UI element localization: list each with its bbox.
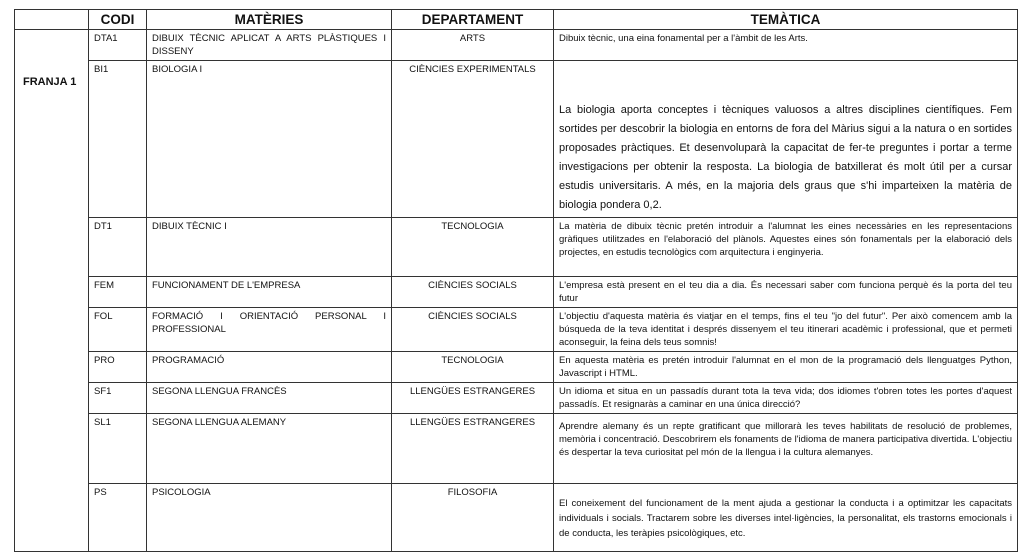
cell-tematica: En aquesta matèria es pretén introduir l'alumnat en el mon de la programació dels llenguatges Python, Javascript i HTML.	[554, 352, 1018, 383]
header-materies: MATÈRIES	[147, 10, 392, 30]
cell-codi: SF1	[89, 383, 147, 414]
cell-codi: BI1	[89, 61, 147, 218]
header-codi: CODI	[89, 10, 147, 30]
cell-tematica: L'empresa està present en el teu dia a dia. És necessari saber com funciona perquè és la porta del teu futur	[554, 277, 1018, 308]
cell-tematica: L'objectiu d'aquesta matèria és viatjar en el temps, fins el teu "jo del futur". Per això comencem amb la búsqueda de la teva identitat i després dissenyem el teu itinerari acadèmic i professional, que et permeti aconseguir, la feina dels teus somnis!	[554, 308, 1018, 352]
cell-codi: DT1	[89, 218, 147, 277]
cell-departament: CIÈNCIES SOCIALS	[392, 277, 554, 308]
cell-tematica: Un idioma et situa en un passadís durant tota la teva vida; dos idiomes t'obren totes les portes d'aquest passadís. Et resignaràs a caminar en una única direcció?	[554, 383, 1018, 414]
cell-materia: DIBUIX TÈCNIC APLICAT A ARTS PLÀSTIQUES I DISSENY	[147, 30, 392, 61]
table-row	[15, 414, 1018, 484]
header-empty	[15, 10, 89, 30]
cell-materia: PSICOLOGIA	[147, 484, 392, 552]
cell-codi: DTA1	[89, 30, 147, 61]
cell-materia: SEGONA LLENGUA FRANCÈS	[147, 383, 392, 414]
cell-tematica: La biologia aporta conceptes i tècniques valuosos a altres disciplines científiques. Fem sortides per descobrir la biologia en entorns de fora del Màrius sigui a la natura o en sortides proposades pràctiques. Et desenvoluparà la capacitat de fer-te preguntes i portar a terme investigacions per obtenir la resposta. La biologia de batxillerat és molt útil per a cursar estudis universitaris. A més, en la majoria dels graus que s'hi imparteixen la matèria de biologia pondera 0,2.	[554, 61, 1018, 218]
cell-departament: CIÈNCIES EXPERIMENTALS	[392, 61, 554, 218]
cell-tematica: Aprendre alemany és un repte gratificant que millorarà les teves habilitats de resolució de problemes, memòria i concentració. Descobrirem els fonaments de l'idioma de manera participativa divertida. L'objectiu és despertar la teva curiositat pel món de la llengua i la cultura alemanyes.	[554, 414, 1018, 484]
cell-departament: LLENGÜES ESTRANGERES	[392, 383, 554, 414]
cell-departament: LLENGÜES ESTRANGERES	[392, 414, 554, 484]
table-row	[15, 308, 1018, 352]
cell-materia: SEGONA LLENGUA ALEMANY	[147, 414, 392, 484]
cell-tematica: El coneixement del funcionament de la ment ajuda a gestionar la conducta i a optimitzar les capacitats individuals i socials. Tractarem sobre les diverses intel·ligències, la personalitat, els trastorns emocionals i de conducta, les teràpies psicològiques, etc.	[554, 484, 1018, 552]
cell-materia: FUNCIONAMENT DE L'EMPRESA	[147, 277, 392, 308]
cell-departament: CIÈNCIES SOCIALS	[392, 308, 554, 352]
cell-codi: PS	[89, 484, 147, 552]
table-row	[15, 484, 1018, 552]
table-row	[15, 352, 1018, 383]
cell-departament: FILOSOFIA	[392, 484, 554, 552]
table-row	[15, 277, 1018, 308]
cell-departament: ARTS	[392, 30, 554, 61]
table-row	[15, 383, 1018, 414]
header-tematica: TEMÀTICA	[554, 10, 1018, 30]
cell-tematica: La matèria de dibuix tècnic pretén introduir a l'alumnat les eines necessàries en les representacions gràfiques utilitzades en l'elaboració del plànols. Aquestes eines són fonamentals per la elaboració dels projectes, en estudis tecnològics com arquitectura i enginyeria.	[554, 218, 1018, 277]
cell-materia: BIOLOGIA I	[147, 61, 392, 218]
cell-materia: PROGRAMACIÓ	[147, 352, 392, 383]
franja-label: FRANJA 1	[15, 30, 89, 552]
cell-codi: FOL	[89, 308, 147, 352]
table-row	[15, 218, 1018, 277]
table-row	[15, 30, 1018, 61]
cell-codi: PRO	[89, 352, 147, 383]
cell-departament: TECNOLOGIA	[392, 352, 554, 383]
header-departament: DEPARTAMENT	[392, 10, 554, 30]
cell-codi: FEM	[89, 277, 147, 308]
cell-materia: DIBUIX TÈCNIC I	[147, 218, 392, 277]
header-row	[15, 10, 1018, 30]
cell-materia: FORMACIÓ I ORIENTACIÓ PERSONAL I PROFESSIONAL	[147, 308, 392, 352]
subjects-table	[14, 9, 1018, 552]
cell-tematica: Dibuix tècnic, una eina fonamental per a l'àmbit de les Arts.	[554, 30, 1018, 61]
cell-departament: TECNOLOGIA	[392, 218, 554, 277]
table-row	[15, 61, 1018, 218]
cell-codi: SL1	[89, 414, 147, 484]
